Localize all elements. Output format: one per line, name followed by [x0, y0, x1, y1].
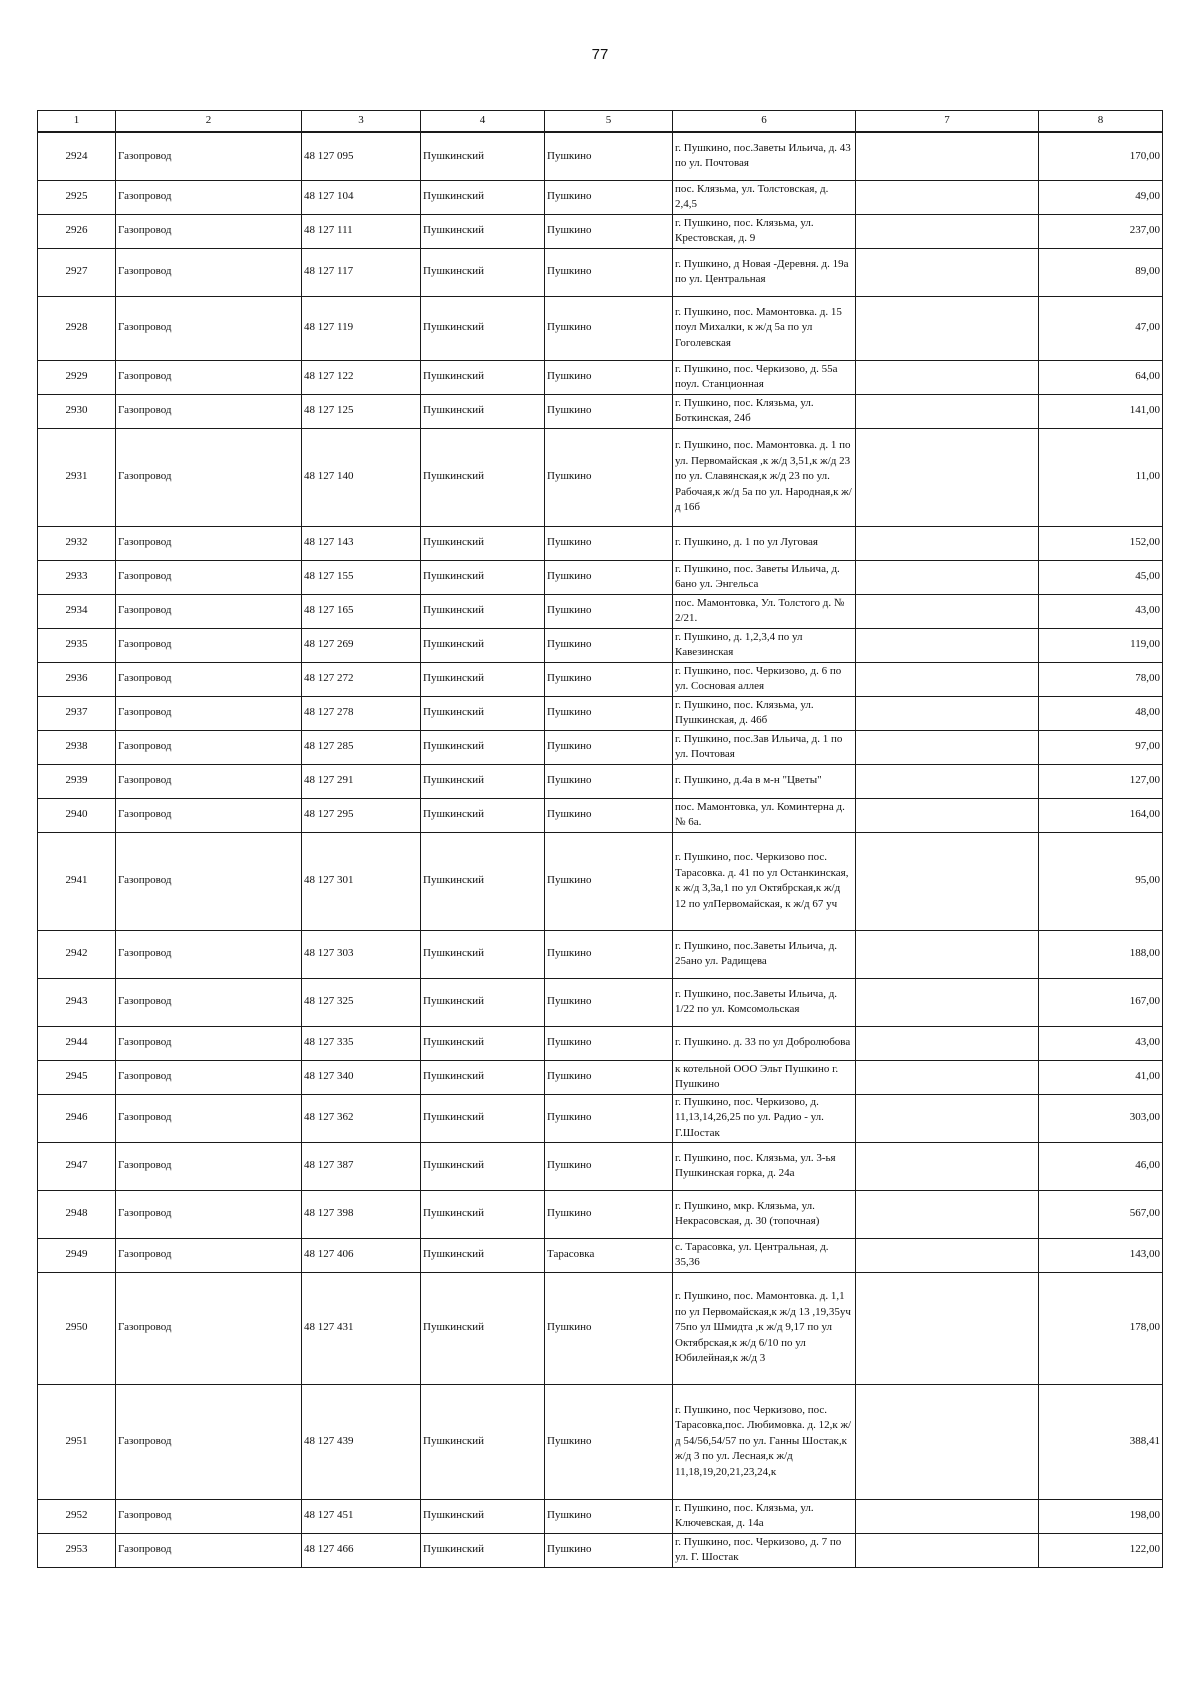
- cell-address: г. Пушкино, д.4а в м-н "Цветы": [673, 764, 856, 798]
- cell-address: г. Пушкино, пос. Мамонтовка. д. 1,1 по ул Первомайская,к ж/д 13 ,19,35уч 75по ул Шмидта ,к ж/д 9,17 по ул Октябрская,к ж/д 6/10 по ул Юбилейная,к ж/д 3: [673, 1272, 856, 1384]
- column-header-8: 8: [1039, 111, 1163, 133]
- cell-length: 43,00: [1039, 594, 1163, 628]
- cell-col7: [856, 1142, 1039, 1190]
- cell-length: 237,00: [1039, 214, 1163, 248]
- cell-district: Пушкинский: [421, 1142, 545, 1190]
- cell-object-name: Газопровод: [116, 1060, 302, 1094]
- cell-object-name: Газопровод: [116, 428, 302, 526]
- table-row: [38, 1238, 1163, 1272]
- cell-number: 2932: [38, 526, 116, 560]
- cell-col7: [856, 360, 1039, 394]
- cell-code: 48 127 117: [302, 248, 421, 296]
- cell-length: 122,00: [1039, 1533, 1163, 1567]
- cell-district: Пушкинский: [421, 978, 545, 1026]
- cell-address: г. Пушкино, д. 1,2,3,4 по ул Кавезинская: [673, 628, 856, 662]
- cell-length: 167,00: [1039, 978, 1163, 1026]
- cell-code: 48 127 340: [302, 1060, 421, 1094]
- cell-district: Пушкинский: [421, 1238, 545, 1272]
- cell-locality: Пушкино: [545, 360, 673, 394]
- cell-district: Пушкинский: [421, 628, 545, 662]
- cell-length: 119,00: [1039, 628, 1163, 662]
- cell-number: 2945: [38, 1060, 116, 1094]
- cell-col7: [856, 628, 1039, 662]
- cell-col7: [856, 428, 1039, 526]
- cell-code: 48 127 291: [302, 764, 421, 798]
- table-row: [38, 428, 1163, 526]
- cell-code: 48 127 269: [302, 628, 421, 662]
- cell-length: 45,00: [1039, 560, 1163, 594]
- cell-number: 2925: [38, 180, 116, 214]
- cell-address: г. Пушкино, пос. Черкизово, д. 11,13,14,26,25 по ул. Радио - ул. Г.Шостак: [673, 1094, 856, 1142]
- cell-address: пос. Клязьма, ул. Толстовская, д. 2,4,5: [673, 180, 856, 214]
- cell-district: Пушкинский: [421, 1533, 545, 1567]
- cell-code: 48 127 285: [302, 730, 421, 764]
- cell-col7: [856, 1026, 1039, 1060]
- cell-code: 48 127 325: [302, 978, 421, 1026]
- cell-address: г. Пушкино, пос. Черкизово, д. 55а поул. Станционная: [673, 360, 856, 394]
- cell-length: 152,00: [1039, 526, 1163, 560]
- cell-object-name: Газопровод: [116, 248, 302, 296]
- cell-number: 2946: [38, 1094, 116, 1142]
- cell-locality: Пушкино: [545, 764, 673, 798]
- cell-address: г. Пушкино, пос.Зав Ильича, д. 1 по ул. Почтовая: [673, 730, 856, 764]
- cell-number: 2952: [38, 1499, 116, 1533]
- cell-col7: [856, 594, 1039, 628]
- cell-address: г. Пушкино, пос. Черкизово, д. 6 по ул. Сосновая аллея: [673, 662, 856, 696]
- cell-locality: Тарасовка: [545, 1238, 673, 1272]
- cell-col7: [856, 930, 1039, 978]
- table-row: [38, 1026, 1163, 1060]
- table-row: [38, 798, 1163, 832]
- cell-locality: Пушкино: [545, 1094, 673, 1142]
- column-header-4: 4: [421, 111, 545, 133]
- cell-object-name: Газопровод: [116, 180, 302, 214]
- cell-length: 46,00: [1039, 1142, 1163, 1190]
- cell-length: 95,00: [1039, 832, 1163, 930]
- table-row: [38, 628, 1163, 662]
- cell-address: г. Пушкино, пос. Клязьма, ул. Ключевская, д. 14а: [673, 1499, 856, 1533]
- cell-col7: [856, 526, 1039, 560]
- table-row: [38, 594, 1163, 628]
- cell-length: 303,00: [1039, 1094, 1163, 1142]
- cell-district: Пушкинский: [421, 1499, 545, 1533]
- cell-locality: Пушкино: [545, 832, 673, 930]
- cell-district: Пушкинский: [421, 248, 545, 296]
- cell-col7: [856, 180, 1039, 214]
- cell-object-name: Газопровод: [116, 1190, 302, 1238]
- cell-length: 89,00: [1039, 248, 1163, 296]
- cell-district: Пушкинский: [421, 214, 545, 248]
- cell-number: 2924: [38, 132, 116, 180]
- table-row: [38, 764, 1163, 798]
- table-row: [38, 1190, 1163, 1238]
- cell-object-name: Газопровод: [116, 1499, 302, 1533]
- cell-length: 78,00: [1039, 662, 1163, 696]
- cell-length: 567,00: [1039, 1190, 1163, 1238]
- cell-code: 48 127 143: [302, 526, 421, 560]
- cell-object-name: Газопровод: [116, 798, 302, 832]
- cell-locality: Пушкино: [545, 1499, 673, 1533]
- cell-district: Пушкинский: [421, 560, 545, 594]
- cell-district: Пушкинский: [421, 662, 545, 696]
- table-row: [38, 1060, 1163, 1094]
- table-row: [38, 526, 1163, 560]
- cell-number: 2929: [38, 360, 116, 394]
- table-row: [38, 180, 1163, 214]
- cell-locality: Пушкино: [545, 214, 673, 248]
- cell-address: г. Пушкино, пос.Заветы Ильича, д. 43 по ул. Почтовая: [673, 132, 856, 180]
- cell-address: г. Пушкино, пос. Клязьма, ул. Пушкинская, д. 46б: [673, 696, 856, 730]
- cell-locality: Пушкино: [545, 978, 673, 1026]
- cell-object-name: Газопровод: [116, 628, 302, 662]
- cell-object-name: Газопровод: [116, 662, 302, 696]
- cell-code: 48 127 406: [302, 1238, 421, 1272]
- register-table: [37, 110, 1163, 1568]
- cell-locality: Пушкино: [545, 1533, 673, 1567]
- cell-code: 48 127 303: [302, 930, 421, 978]
- cell-locality: Пушкино: [545, 1026, 673, 1060]
- cell-address: с. Тарасовка, ул. Центральная, д. 35,36: [673, 1238, 856, 1272]
- cell-col7: [856, 662, 1039, 696]
- cell-district: Пушкинский: [421, 798, 545, 832]
- cell-col7: [856, 394, 1039, 428]
- cell-district: Пушкинский: [421, 360, 545, 394]
- cell-locality: Пушкино: [545, 1384, 673, 1499]
- cell-length: 48,00: [1039, 696, 1163, 730]
- cell-object-name: Газопровод: [116, 1026, 302, 1060]
- cell-locality: Пушкино: [545, 594, 673, 628]
- cell-district: Пушкинский: [421, 764, 545, 798]
- cell-col7: [856, 764, 1039, 798]
- cell-number: 2951: [38, 1384, 116, 1499]
- table-row: [38, 662, 1163, 696]
- cell-district: Пушкинский: [421, 132, 545, 180]
- table-header: [38, 111, 1163, 133]
- cell-code: 48 127 111: [302, 214, 421, 248]
- cell-object-name: Газопровод: [116, 1094, 302, 1142]
- cell-object-name: Газопровод: [116, 132, 302, 180]
- cell-locality: Пушкино: [545, 296, 673, 360]
- cell-code: 48 127 104: [302, 180, 421, 214]
- cell-number: 2949: [38, 1238, 116, 1272]
- cell-address: г. Пушкино, мкр. Клязьма, ул. Некрасовская, д. 30 (топочная): [673, 1190, 856, 1238]
- column-header-2: 2: [116, 111, 302, 133]
- cell-object-name: Газопровод: [116, 296, 302, 360]
- cell-object-name: Газопровод: [116, 594, 302, 628]
- column-header-6: 6: [673, 111, 856, 133]
- cell-locality: Пушкино: [545, 798, 673, 832]
- table-row: [38, 1094, 1163, 1142]
- cell-object-name: Газопровод: [116, 214, 302, 248]
- cell-locality: Пушкино: [545, 248, 673, 296]
- cell-district: Пушкинский: [421, 730, 545, 764]
- table-row: [38, 696, 1163, 730]
- cell-length: 388,41: [1039, 1384, 1163, 1499]
- cell-length: 178,00: [1039, 1272, 1163, 1384]
- cell-col7: [856, 696, 1039, 730]
- cell-col7: [856, 978, 1039, 1026]
- cell-col7: [856, 1060, 1039, 1094]
- cell-district: Пушкинский: [421, 394, 545, 428]
- cell-code: 48 127 439: [302, 1384, 421, 1499]
- cell-code: 48 127 278: [302, 696, 421, 730]
- cell-col7: [856, 1238, 1039, 1272]
- table-body: [38, 132, 1163, 1567]
- cell-length: 64,00: [1039, 360, 1163, 394]
- cell-address: г. Пушкино, пос. Черкизово, д. 7 по ул. Г. Шостак: [673, 1533, 856, 1567]
- cell-number: 2944: [38, 1026, 116, 1060]
- cell-code: 48 127 451: [302, 1499, 421, 1533]
- table-row: [38, 296, 1163, 360]
- cell-length: 47,00: [1039, 296, 1163, 360]
- cell-address: г. Пушкино, пос. Мамонтовка. д. 15 поул Михалки, к ж/д 5а по ул Гоголевская: [673, 296, 856, 360]
- cell-district: Пушкинский: [421, 526, 545, 560]
- cell-object-name: Газопровод: [116, 764, 302, 798]
- table-row: [38, 730, 1163, 764]
- cell-number: 2943: [38, 978, 116, 1026]
- table-row: [38, 132, 1163, 180]
- table-row: [38, 394, 1163, 428]
- cell-length: 143,00: [1039, 1238, 1163, 1272]
- cell-number: 2947: [38, 1142, 116, 1190]
- cell-number: 2926: [38, 214, 116, 248]
- cell-locality: Пушкино: [545, 696, 673, 730]
- table-row: [38, 1142, 1163, 1190]
- cell-locality: Пушкино: [545, 1060, 673, 1094]
- cell-locality: Пушкино: [545, 662, 673, 696]
- cell-object-name: Газопровод: [116, 360, 302, 394]
- cell-object-name: Газопровод: [116, 930, 302, 978]
- cell-address: пос. Мамонтовка, Ул. Толстого д. № 2/21.: [673, 594, 856, 628]
- cell-number: 2953: [38, 1533, 116, 1567]
- cell-col7: [856, 248, 1039, 296]
- cell-object-name: Газопровод: [116, 394, 302, 428]
- cell-length: 170,00: [1039, 132, 1163, 180]
- cell-code: 48 127 387: [302, 1142, 421, 1190]
- cell-length: 43,00: [1039, 1026, 1163, 1060]
- cell-number: 2931: [38, 428, 116, 526]
- table-row: [38, 360, 1163, 394]
- cell-address: г. Пушкино, д Новая -Деревня. д. 19а по ул. Центральная: [673, 248, 856, 296]
- table-row: [38, 248, 1163, 296]
- page-number: 77: [591, 46, 609, 63]
- cell-locality: Пушкино: [545, 180, 673, 214]
- cell-number: 2936: [38, 662, 116, 696]
- cell-length: 127,00: [1039, 764, 1163, 798]
- table-row: [38, 832, 1163, 930]
- cell-number: 2938: [38, 730, 116, 764]
- cell-object-name: Газопровод: [116, 1272, 302, 1384]
- cell-number: 2935: [38, 628, 116, 662]
- cell-locality: Пушкино: [545, 526, 673, 560]
- cell-address: пос. Мамонтовка, ул. Коминтерна д. № 6а.: [673, 798, 856, 832]
- cell-length: 49,00: [1039, 180, 1163, 214]
- cell-col7: [856, 730, 1039, 764]
- cell-code: 48 127 140: [302, 428, 421, 526]
- cell-col7: [856, 1533, 1039, 1567]
- cell-code: 48 127 466: [302, 1533, 421, 1567]
- cell-col7: [856, 1094, 1039, 1142]
- cell-locality: Пушкино: [545, 1190, 673, 1238]
- cell-col7: [856, 1190, 1039, 1238]
- cell-object-name: Газопровод: [116, 1533, 302, 1567]
- table-row: [38, 978, 1163, 1026]
- cell-code: 48 127 122: [302, 360, 421, 394]
- cell-address: г. Пушкино, пос.Заветы Ильича, д. 25ано ул. Радищева: [673, 930, 856, 978]
- cell-length: 41,00: [1039, 1060, 1163, 1094]
- cell-address: г. Пушкино, пос. Мамонтовка. д. 1 по ул. Первомайская ,к ж/д 3,51,к ж/д 23 по ул. Славянская,к ж/д 23 по ул. Рабочая,к ж/д 5а по ул. Народная,к ж/д 16б: [673, 428, 856, 526]
- cell-district: Пушкинский: [421, 428, 545, 526]
- cell-district: Пушкинский: [421, 296, 545, 360]
- cell-col7: [856, 1499, 1039, 1533]
- cell-district: Пушкинский: [421, 1384, 545, 1499]
- cell-code: 48 127 362: [302, 1094, 421, 1142]
- cell-object-name: Газопровод: [116, 696, 302, 730]
- cell-col7: [856, 798, 1039, 832]
- cell-object-name: Газопровод: [116, 1238, 302, 1272]
- cell-length: 97,00: [1039, 730, 1163, 764]
- cell-number: 2939: [38, 764, 116, 798]
- cell-number: 2940: [38, 798, 116, 832]
- table-row: [38, 214, 1163, 248]
- cell-col7: [856, 1384, 1039, 1499]
- cell-col7: [856, 132, 1039, 180]
- cell-locality: Пушкино: [545, 394, 673, 428]
- cell-col7: [856, 832, 1039, 930]
- cell-district: Пушкинский: [421, 180, 545, 214]
- cell-locality: Пушкино: [545, 730, 673, 764]
- table-row: [38, 1272, 1163, 1384]
- cell-col7: [856, 214, 1039, 248]
- cell-code: 48 127 335: [302, 1026, 421, 1060]
- cell-address: г. Пушкино, пос. Клязьма, ул. 3-ья Пушкинская горка, д. 24а: [673, 1142, 856, 1190]
- cell-length: 141,00: [1039, 394, 1163, 428]
- table-row: [38, 1533, 1163, 1567]
- cell-number: 2930: [38, 394, 116, 428]
- cell-code: 48 127 295: [302, 798, 421, 832]
- cell-locality: Пушкино: [545, 1142, 673, 1190]
- cell-length: 188,00: [1039, 930, 1163, 978]
- table-row: [38, 1384, 1163, 1499]
- cell-number: 2948: [38, 1190, 116, 1238]
- cell-address: г. Пушкино, д. 1 по ул Луговая: [673, 526, 856, 560]
- cell-locality: Пушкино: [545, 560, 673, 594]
- column-header-7: 7: [856, 111, 1039, 133]
- cell-col7: [856, 296, 1039, 360]
- cell-address: г. Пушкино, пос. Черкизово пос. Тарасовка. д. 41 по ул Останкинская, к ж/д 3,3а,1 по ул Октябрская,к ж/д 12 по улПервомайская, к ж/д 67 уч: [673, 832, 856, 930]
- cell-object-name: Газопровод: [116, 1384, 302, 1499]
- cell-code: 48 127 431: [302, 1272, 421, 1384]
- cell-locality: Пушкино: [545, 930, 673, 978]
- cell-number: 2927: [38, 248, 116, 296]
- cell-number: 2942: [38, 930, 116, 978]
- table-row: [38, 560, 1163, 594]
- column-header-5: 5: [545, 111, 673, 133]
- column-header-1: 1: [38, 111, 116, 133]
- cell-locality: Пушкино: [545, 132, 673, 180]
- cell-number: 2941: [38, 832, 116, 930]
- cell-code: 48 127 301: [302, 832, 421, 930]
- cell-object-name: Газопровод: [116, 526, 302, 560]
- cell-number: 2928: [38, 296, 116, 360]
- table-row: [38, 930, 1163, 978]
- header-row: [38, 111, 1163, 133]
- cell-district: Пушкинский: [421, 594, 545, 628]
- cell-length: 164,00: [1039, 798, 1163, 832]
- cell-code: 48 127 398: [302, 1190, 421, 1238]
- cell-district: Пушкинский: [421, 832, 545, 930]
- column-header-3: 3: [302, 111, 421, 133]
- cell-district: Пушкинский: [421, 1026, 545, 1060]
- cell-object-name: Газопровод: [116, 978, 302, 1026]
- cell-col7: [856, 1272, 1039, 1384]
- cell-object-name: Газопровод: [116, 1142, 302, 1190]
- cell-district: Пушкинский: [421, 1190, 545, 1238]
- cell-district: Пушкинский: [421, 1272, 545, 1384]
- cell-number: 2933: [38, 560, 116, 594]
- cell-address: г. Пушкино. д. 33 по ул Добролюбова: [673, 1026, 856, 1060]
- cell-address: г. Пушкино, пос. Клязьма, ул. Крестовская, д. 9: [673, 214, 856, 248]
- cell-object-name: Газопровод: [116, 560, 302, 594]
- cell-locality: Пушкино: [545, 628, 673, 662]
- cell-locality: Пушкино: [545, 428, 673, 526]
- cell-address: г. Пушкино, пос.Заветы Ильича, д. 1/22 по ул. Комсомольская: [673, 978, 856, 1026]
- cell-address: г. Пушкино, пос. Клязьма, ул. Боткинская, 24б: [673, 394, 856, 428]
- cell-code: 48 127 095: [302, 132, 421, 180]
- cell-code: 48 127 125: [302, 394, 421, 428]
- cell-length: 11,00: [1039, 428, 1163, 526]
- cell-address: г. Пушкино, пос. Заветы Ильича, д. 6ано ул. Энгельса: [673, 560, 856, 594]
- cell-number: 2934: [38, 594, 116, 628]
- cell-code: 48 127 165: [302, 594, 421, 628]
- cell-address: к котельной ООО Эльт Пушкино г. Пушкино: [673, 1060, 856, 1094]
- table-row: [38, 1499, 1163, 1533]
- cell-locality: Пушкино: [545, 1272, 673, 1384]
- cell-code: 48 127 119: [302, 296, 421, 360]
- cell-object-name: Газопровод: [116, 832, 302, 930]
- cell-address: г. Пушкино, пос Черкизово, пос. Тарасовка,пос. Любимовка. д. 12,к ж/д 54/56,54/57 по ул. Ганны Шостак,к ж/д 3 по ул. Лесная,к ж/д 11,18,19,20,21,23,24,к: [673, 1384, 856, 1499]
- cell-district: Пушкинский: [421, 1060, 545, 1094]
- cell-number: 2950: [38, 1272, 116, 1384]
- cell-code: 48 127 155: [302, 560, 421, 594]
- cell-object-name: Газопровод: [116, 730, 302, 764]
- cell-length: 198,00: [1039, 1499, 1163, 1533]
- cell-district: Пушкинский: [421, 1094, 545, 1142]
- cell-code: 48 127 272: [302, 662, 421, 696]
- cell-district: Пушкинский: [421, 696, 545, 730]
- cell-district: Пушкинский: [421, 930, 545, 978]
- cell-number: 2937: [38, 696, 116, 730]
- cell-col7: [856, 560, 1039, 594]
